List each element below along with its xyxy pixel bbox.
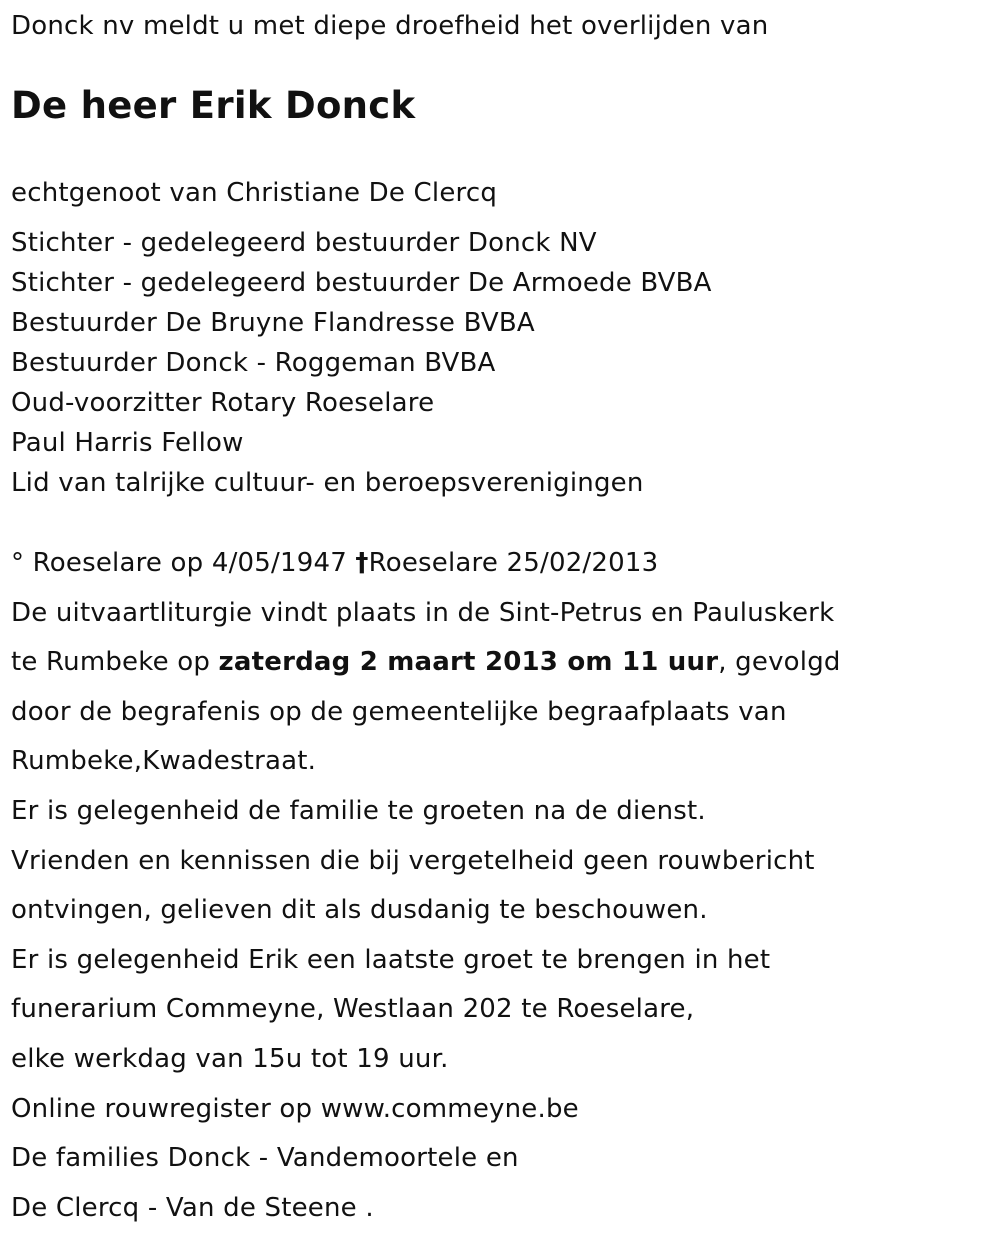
function-line: Stichter - gedelegeerd bestuurder De Armoede BVBA (11, 268, 712, 298)
funeral-line (11, 646, 841, 678)
detail-line: funerarium Commeyne, Westlaan 202 te Roeselare, (11, 994, 695, 1024)
detail-line: Er is gelegenheid de familie te groeten na de dienst. (11, 796, 706, 826)
detail-line: ontvingen, gelieven dit als dusdanig te beschouwen. (11, 895, 708, 925)
funeral-prefix: te Rumbeke op (11, 647, 219, 677)
birth-symbol: ° (11, 548, 25, 578)
detail-line: Vrienden en kennissen die bij vergetelheid geen rouwbericht (11, 846, 815, 876)
detail-line: elke werkdag van 15u tot 19 uur. (11, 1044, 449, 1074)
detail-line: Er is gelegenheid Erik een laatste groet te brengen in het (11, 945, 771, 975)
birth-text: Roeselare op 4/05/1947 (32, 548, 347, 578)
intro-text: Donck nv meldt u met diepe droefheid het overlijden van (11, 11, 769, 41)
deceased-name: De heer Erik Donck (11, 84, 416, 127)
funeral-line: Rumbeke,Kwadestraat. (11, 746, 317, 776)
funeral-suffix: , gevolgd (718, 647, 841, 677)
death-text: Roeselare 25/02/2013 (368, 548, 659, 578)
spouse-text: echtgenoot van Christiane De Clercq (11, 178, 498, 208)
funeral-date: zaterdag 2 maart 2013 om 11 uur (218, 647, 719, 677)
detail-line: Online rouwregister op www.commeyne.be (11, 1094, 579, 1124)
funeral-line: De uitvaartliturgie vindt plaats in de Sint-Petrus en Pauluskerk (11, 598, 835, 628)
detail-line: De Clercq - Van de Steene . (11, 1193, 374, 1223)
funeral-line: door de begrafenis op de gemeentelijke begraafplaats van (11, 697, 787, 727)
function-line: Stichter - gedelegeerd bestuurder Donck NV (11, 228, 597, 258)
function-line: Bestuurder Donck - Roggeman BVBA (11, 348, 496, 378)
function-line: Paul Harris Fellow (11, 428, 244, 458)
detail-line: De families Donck - Vandemoortele en (11, 1143, 519, 1173)
function-line: Bestuurder De Bruyne Flandresse BVBA (11, 308, 535, 338)
function-line: Oud-voorzitter Rotary Roeselare (11, 388, 435, 418)
birth-death-line (11, 547, 658, 579)
function-line: Lid van talrijke cultuur- en beroepsverenigingen (11, 468, 644, 498)
cross-icon: † (355, 548, 369, 578)
